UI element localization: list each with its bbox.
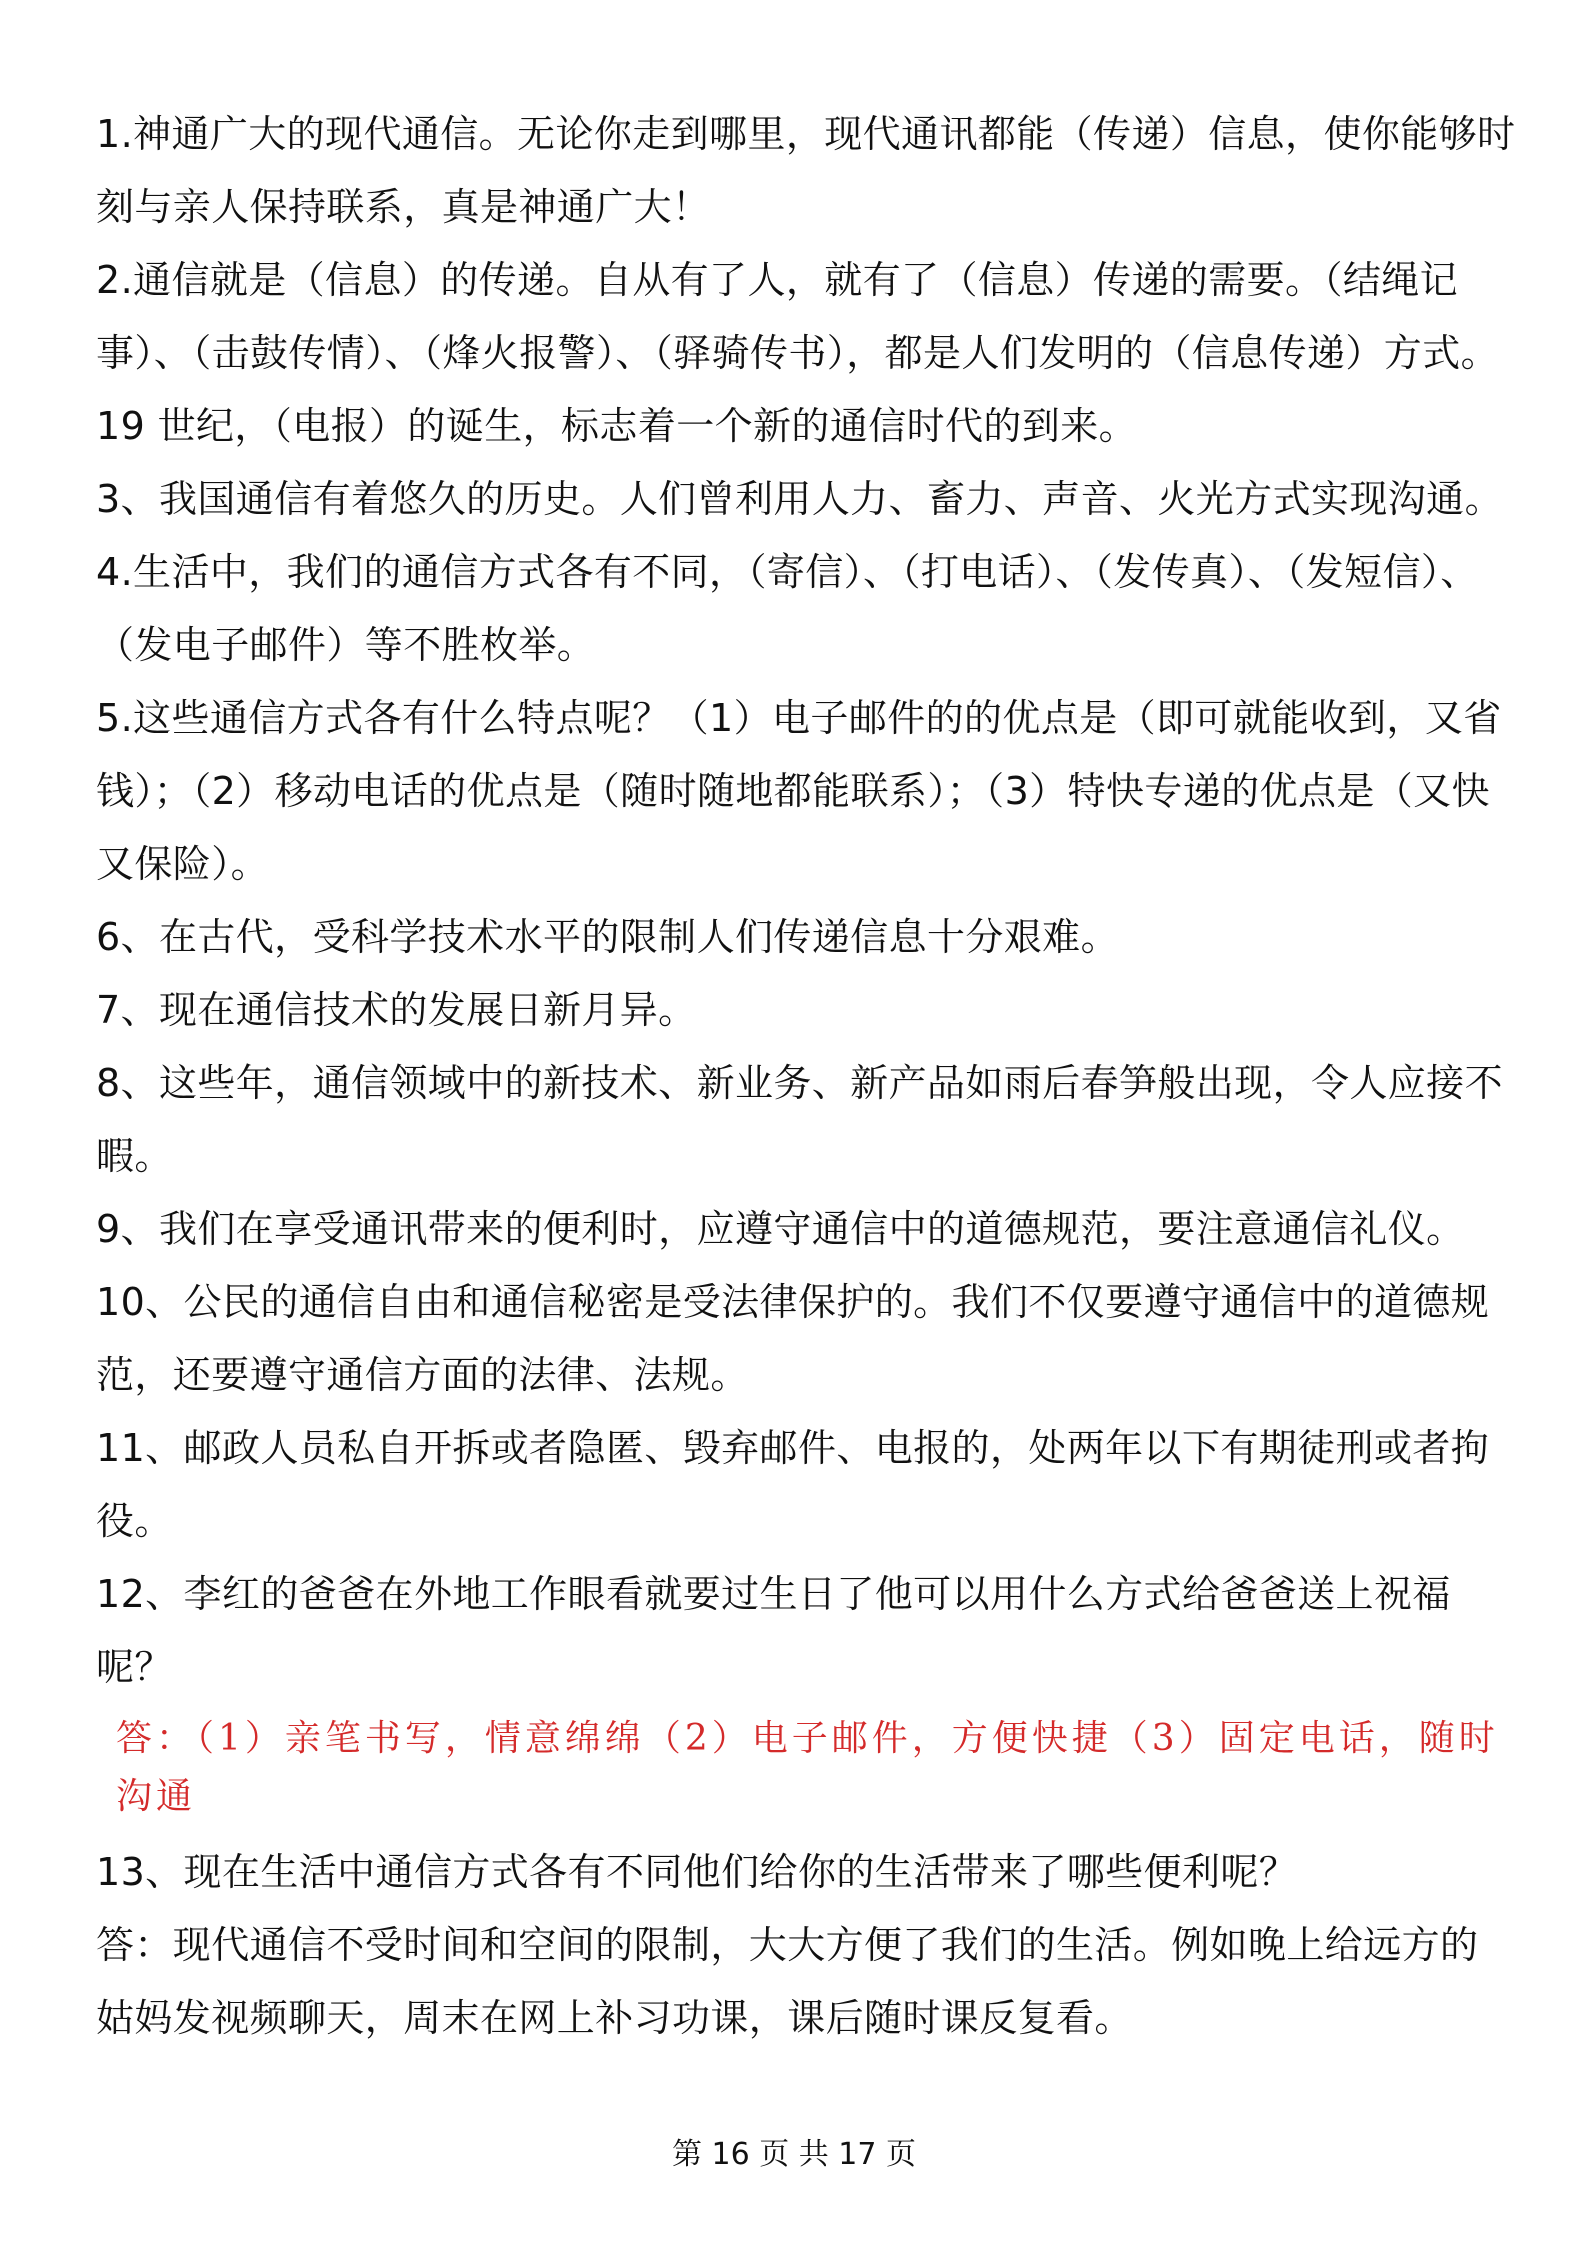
paragraph-9: 9、我们在享受通讯带来的便利时，应遵守通信中的道德规范，要注意通信礼仪。 [96, 1207, 1465, 1251]
paragraph-6: 6、在古代，受科学技术水平的限制人们传递信息十分艰难。 [96, 915, 1119, 959]
paragraph-2: 2.通信就是（信息）的传递。自从有了人，就有了（信息）传递的需要。（结绳记事）、（击鼓传情）、（烽火报警）、（驿骑传书），都是人们发明的（信息传递）方式。19 世纪，（电报）的诞生，标志着一个新的通信时代的到来。 [96, 258, 1500, 448]
paragraph-3: 3、我国通信有着悠久的历史。人们曾利用人力、畜力、声音、火光方式实现沟通。 [96, 477, 1503, 521]
paragraph-5: 5.这些通信方式各有什么特点呢？（1）电子邮件的的优点是（即可就能收到，又省钱）；（2）移动电话的优点是（随时随地都能联系）；（3）特快专递的优点是（又快又保险）。 [96, 696, 1502, 886]
paragraph-11: 11、邮政人员私自开拆或者隐匿、毁弃邮件、电报的，处两年以下有期徒刑或者拘役。 [96, 1426, 1490, 1543]
page-number-footer: 第 16 页 共 17 页 [671, 2137, 917, 2172]
answer-12: 答：（1）亲笔书写，情意绵绵（2）电子邮件，方便快捷（3）固定电话，随时沟通 [116, 1718, 1499, 1817]
paragraph-1: 1.神通广大的现代通信。无论你走到哪里，现代通讯都能（传递）信息，使你能够时刻与亲人保持联系，真是神通广大！ [96, 112, 1516, 229]
paragraph-4: 4.生活中，我们的通信方式各有不同，（寄信）、（打电话）、（发传真）、（发短信）、（发电子邮件）等不胜枚举。 [96, 550, 1479, 667]
document-body [96, 98, 1516, 2055]
paragraph-10: 10、公民的通信自由和通信秘密是受法律保护的。我们不仅要遵守通信中的道德规范，还要遵守通信方面的法律、法规。 [96, 1280, 1490, 1397]
question-12: 12、李红的爸爸在外地工作眼看就要过生日了他可以用什么方式给爸爸送上祝福呢？ [96, 1572, 1451, 1689]
question-13: 13、现在生活中通信方式各有不同他们给你的生活带来了哪些便利呢？ [96, 1850, 1298, 1894]
paragraph-7: 7、现在通信技术的发展日新月异。 [96, 988, 697, 1032]
answer-13: 答：现代通信不受时间和空间的限制，大大方便了我们的生活。例如晚上给远方的姑妈发视频聊天，周末在网上补习功课，课后随时课反复看。 [96, 1923, 1479, 2040]
paragraph-8: 8、这些年，通信领域中的新技术、新业务、新产品如雨后春笋般出现，令人应接不暇。 [96, 1061, 1503, 1178]
